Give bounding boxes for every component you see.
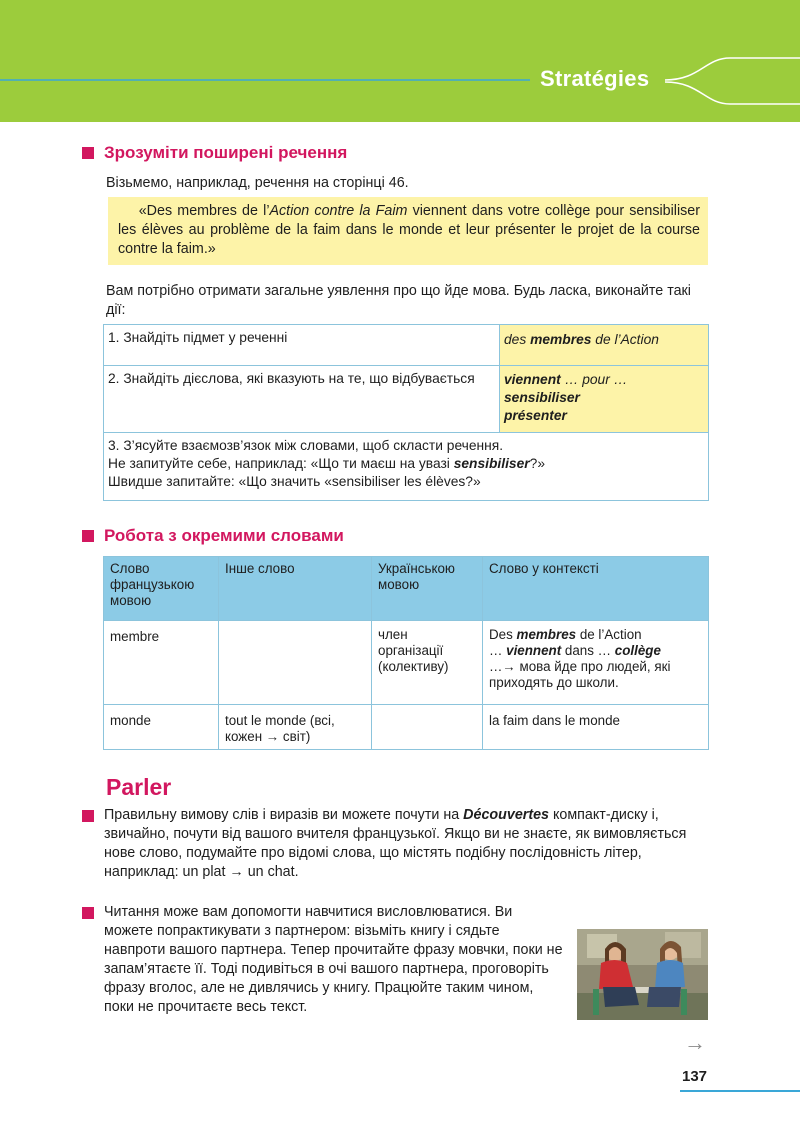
column-header: Українською мовою bbox=[372, 557, 483, 621]
column-header: Інше слово bbox=[219, 557, 372, 621]
table-cell: membre bbox=[104, 621, 219, 705]
vocabulary-table bbox=[103, 556, 709, 750]
section-bullet bbox=[82, 530, 94, 542]
section-intro: Візьмемо, наприклад, речення на сторінці 46. bbox=[106, 175, 409, 191]
strategy-answer-1: des membres de l’Action bbox=[500, 325, 709, 366]
page-number: 137 bbox=[682, 1068, 708, 1085]
quote-text: «Des membres de l’Action contre la Faim viennent dans votre collège pour sensibiliser les élèves au problème de la faim dans le monde et leur présenter le projet de la course contre la faim.» bbox=[118, 203, 700, 257]
column-header: Слово у контексті bbox=[483, 557, 709, 621]
table-cell bbox=[372, 705, 483, 750]
table-cell: monde bbox=[104, 705, 219, 750]
strategy-step-1: 1. Знайдіть підмет у реченні bbox=[104, 325, 500, 366]
paragraph-bullet bbox=[82, 810, 94, 822]
table-cell bbox=[219, 621, 372, 705]
column-header: Слово французькою мовою bbox=[104, 557, 219, 621]
paragraph-bullet bbox=[82, 907, 94, 919]
parler-paragraph-1: Правильну вимову слів і виразів ви можете почути на Découvertes компакт-диску і, звичайно, почути від вашого вчителя французької. Якщо ви не знаєте, як вимовляється нове слово, подумайте про відомі слова, що містять подібну послідовність літер, наприклад: un plat → un chat. bbox=[104, 807, 687, 880]
quote-box bbox=[108, 197, 708, 265]
strategy-step-2: 2. Знайдіть дієслова, які вказують на те, що відбувається bbox=[104, 366, 500, 433]
parler-heading: Parler bbox=[106, 774, 172, 800]
table-cell: член організації (колективу) bbox=[372, 621, 483, 705]
photo-two-girls-reading bbox=[577, 929, 708, 1020]
page-title: Stratégies bbox=[540, 66, 650, 91]
header-band bbox=[0, 0, 800, 122]
header-decoration bbox=[0, 0, 800, 122]
next-page-arrow-icon[interactable]: → bbox=[684, 1030, 706, 1055]
parler-paragraph-2: Читання може вам допомогти навчитися висловлюватися. Ви можете попрактикувати з партнером: візьміть книгу і сядьте навпроти вашого партнера. Тепер прочитайте фразу мовчки, поки не запам’ятаєте її. Тоді подивіться в очі вашого партнера, проговоріть фразу вголос, але не дивлячись у книгу. Працюйте таким чином, поки не прочитаєте весь текст. bbox=[104, 904, 563, 1015]
section-heading-words: Робота з окремими словами bbox=[104, 526, 344, 545]
table-cell: Des membres de l’Action … viennent dans … collège …→ мова йде про людей, які приходять до школи. bbox=[483, 621, 709, 705]
strategy-answer-2: viennent … pour … sensibiliser présenter bbox=[500, 366, 709, 433]
footer-divider bbox=[680, 1090, 800, 1092]
strategy-table bbox=[103, 324, 709, 501]
table-cell: la faim dans le monde bbox=[483, 705, 709, 750]
instruction-text: Вам потрібно отримати загальне уявлення про що йде мова. Будь ласка, виконайте такі дії: bbox=[106, 283, 691, 318]
section-heading-sentences: Зрозуміти поширені речення bbox=[104, 143, 348, 162]
strategy-step-3: 3. З’ясуйте взаємозв’язок між словами, щоб скласти речення. Не запитуйте себе, наприклад: «Що ти маєш на увазі sensibiliser?» Швидше запитайте: «Що значить «sensibiliser les élèves?» bbox=[104, 433, 709, 501]
section-bullet bbox=[82, 147, 94, 159]
table-cell: tout le monde (всі, кожен → світ) bbox=[219, 705, 372, 750]
